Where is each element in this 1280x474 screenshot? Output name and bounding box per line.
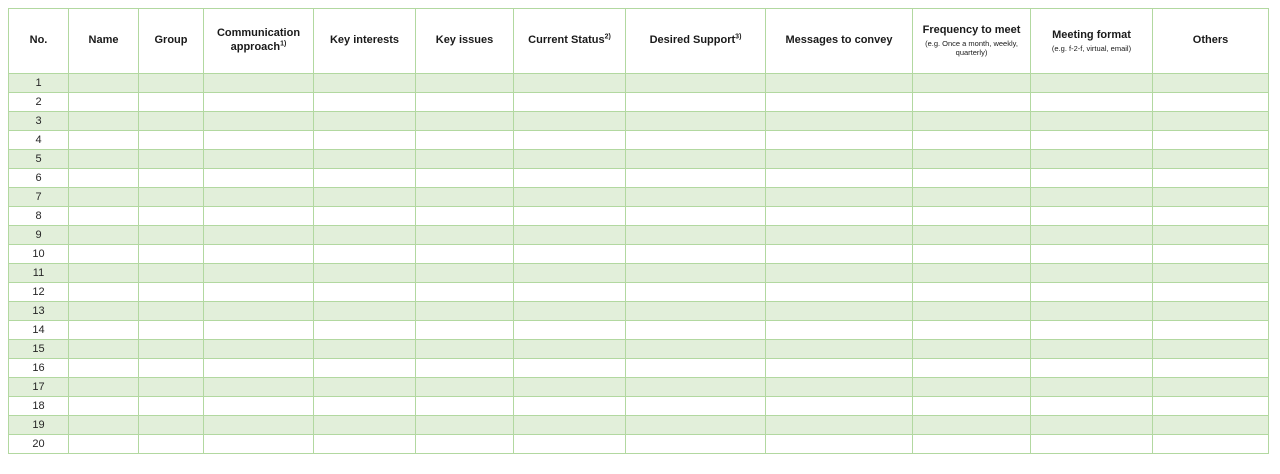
empty-cell[interactable]	[204, 340, 314, 359]
empty-cell[interactable]	[139, 378, 204, 397]
empty-cell[interactable]	[204, 359, 314, 378]
empty-cell[interactable]	[1153, 226, 1269, 245]
empty-cell[interactable]	[514, 245, 626, 264]
table-row	[9, 131, 1269, 150]
table-row	[9, 435, 1269, 454]
empty-cell[interactable]	[514, 131, 626, 150]
empty-cell[interactable]	[626, 93, 766, 112]
empty-cell[interactable]	[1031, 378, 1153, 397]
col-header-others	[1153, 9, 1269, 74]
empty-cell[interactable]	[1031, 245, 1153, 264]
empty-cell[interactable]	[1031, 435, 1153, 454]
empty-cell[interactable]	[514, 188, 626, 207]
empty-cell[interactable]	[913, 302, 1031, 321]
empty-cell[interactable]	[626, 378, 766, 397]
table-row	[9, 302, 1269, 321]
empty-cell[interactable]	[69, 283, 139, 302]
empty-cell[interactable]	[913, 226, 1031, 245]
empty-cell[interactable]	[1153, 131, 1269, 150]
empty-cell[interactable]	[416, 207, 514, 226]
empty-cell[interactable]	[416, 359, 514, 378]
empty-cell[interactable]	[1153, 188, 1269, 207]
empty-cell[interactable]	[626, 321, 766, 340]
table-row	[9, 112, 1269, 131]
col-header-label: Current Status	[528, 34, 605, 47]
empty-cell[interactable]	[139, 207, 204, 226]
empty-cell[interactable]	[766, 131, 913, 150]
empty-cell[interactable]	[314, 226, 416, 245]
empty-cell[interactable]	[1031, 188, 1153, 207]
empty-cell[interactable]	[139, 416, 204, 435]
empty-cell[interactable]	[416, 93, 514, 112]
col-header-label: Desired Support	[649, 34, 736, 47]
empty-cell[interactable]	[1031, 264, 1153, 283]
empty-cell[interactable]	[766, 207, 913, 226]
row-number-cell[interactable]: 3	[9, 112, 69, 131]
table-row	[9, 264, 1269, 283]
empty-cell[interactable]	[416, 226, 514, 245]
col-header-label: Meeting format	[1052, 28, 1131, 41]
empty-cell[interactable]	[626, 397, 766, 416]
empty-cell[interactable]	[913, 283, 1031, 302]
empty-cell[interactable]	[139, 321, 204, 340]
empty-cell[interactable]	[1153, 397, 1269, 416]
col-header-desired-support	[626, 9, 766, 74]
empty-cell[interactable]	[913, 74, 1031, 93]
empty-cell[interactable]	[913, 150, 1031, 169]
empty-cell[interactable]	[69, 112, 139, 131]
empty-cell[interactable]	[69, 226, 139, 245]
empty-cell[interactable]	[204, 264, 314, 283]
empty-cell[interactable]	[514, 283, 626, 302]
col-header-note: (e.g. f-2-f, virtual, email)	[1051, 43, 1132, 53]
empty-cell[interactable]	[626, 169, 766, 188]
empty-cell[interactable]	[204, 150, 314, 169]
empty-cell[interactable]	[314, 93, 416, 112]
col-header-meeting-format	[1031, 9, 1153, 74]
empty-cell[interactable]	[139, 188, 204, 207]
table-row	[9, 416, 1269, 435]
empty-cell[interactable]	[1031, 131, 1153, 150]
empty-cell[interactable]	[514, 340, 626, 359]
empty-cell[interactable]	[416, 378, 514, 397]
empty-cell[interactable]	[69, 131, 139, 150]
empty-cell[interactable]	[204, 74, 314, 93]
empty-cell[interactable]	[69, 74, 139, 93]
empty-cell[interactable]	[626, 207, 766, 226]
empty-cell[interactable]	[416, 321, 514, 340]
col-header-no	[9, 9, 69, 74]
empty-cell[interactable]	[1031, 93, 1153, 112]
empty-cell[interactable]	[766, 378, 913, 397]
empty-cell[interactable]	[626, 226, 766, 245]
table-row	[9, 93, 1269, 112]
table-row	[9, 321, 1269, 340]
row-number-cell[interactable]: 13	[9, 302, 69, 321]
empty-cell[interactable]	[204, 207, 314, 226]
empty-cell[interactable]	[204, 435, 314, 454]
empty-cell[interactable]	[69, 340, 139, 359]
row-number-cell[interactable]: 14	[9, 321, 69, 340]
empty-cell[interactable]	[204, 188, 314, 207]
empty-cell[interactable]	[913, 435, 1031, 454]
empty-cell[interactable]	[314, 378, 416, 397]
empty-cell[interactable]	[314, 397, 416, 416]
empty-cell[interactable]	[514, 359, 626, 378]
empty-cell[interactable]	[913, 169, 1031, 188]
empty-cell[interactable]	[1153, 416, 1269, 435]
empty-cell[interactable]	[1031, 169, 1153, 188]
empty-cell[interactable]	[766, 340, 913, 359]
empty-cell[interactable]	[314, 188, 416, 207]
col-header-communication-approach	[204, 9, 314, 74]
empty-cell[interactable]	[204, 321, 314, 340]
empty-cell[interactable]	[314, 416, 416, 435]
empty-cell[interactable]	[1031, 207, 1153, 226]
empty-cell[interactable]	[766, 359, 913, 378]
empty-cell[interactable]	[416, 397, 514, 416]
empty-cell[interactable]	[1153, 169, 1269, 188]
empty-cell[interactable]	[69, 435, 139, 454]
col-header-label: Frequency to meet	[922, 23, 1021, 36]
row-number-cell[interactable]: 8	[9, 207, 69, 226]
empty-cell[interactable]	[1153, 207, 1269, 226]
empty-cell[interactable]	[766, 226, 913, 245]
empty-cell[interactable]	[514, 207, 626, 226]
table-row	[9, 283, 1269, 302]
footnote-marker: 3)	[735, 33, 742, 41]
empty-cell[interactable]	[416, 283, 514, 302]
empty-cell[interactable]	[139, 397, 204, 416]
empty-cell[interactable]	[514, 226, 626, 245]
empty-cell[interactable]	[766, 188, 913, 207]
empty-cell[interactable]	[69, 397, 139, 416]
empty-cell[interactable]	[766, 435, 913, 454]
empty-cell[interactable]	[766, 321, 913, 340]
table-row	[9, 226, 1269, 245]
empty-cell[interactable]	[139, 131, 204, 150]
empty-cell[interactable]	[1031, 340, 1153, 359]
row-number-cell[interactable]: 12	[9, 283, 69, 302]
empty-cell[interactable]	[139, 150, 204, 169]
col-header-current-status	[514, 9, 626, 74]
empty-cell[interactable]	[626, 264, 766, 283]
empty-cell[interactable]	[1031, 112, 1153, 131]
empty-cell[interactable]	[1153, 283, 1269, 302]
col-header-label: Communication approach	[216, 27, 301, 53]
empty-cell[interactable]	[314, 112, 416, 131]
empty-cell[interactable]	[766, 169, 913, 188]
col-header-key-interests	[314, 9, 416, 74]
table-row	[9, 378, 1269, 397]
empty-cell[interactable]	[626, 245, 766, 264]
table-row	[9, 150, 1269, 169]
row-number-cell[interactable]: 2	[9, 93, 69, 112]
empty-cell[interactable]	[416, 245, 514, 264]
col-header-label: Key interests	[329, 34, 400, 47]
empty-cell[interactable]	[514, 378, 626, 397]
empty-cell[interactable]	[139, 169, 204, 188]
empty-cell[interactable]	[204, 93, 314, 112]
empty-cell[interactable]	[314, 207, 416, 226]
col-header-note: (e.g. Once a month, weekly, quarterly)	[925, 38, 1018, 58]
empty-cell[interactable]	[139, 302, 204, 321]
table-row	[9, 340, 1269, 359]
empty-cell[interactable]	[314, 245, 416, 264]
empty-cell[interactable]	[314, 359, 416, 378]
empty-cell[interactable]	[139, 245, 204, 264]
empty-cell[interactable]	[139, 226, 204, 245]
col-header-label: Messages to convey	[785, 34, 893, 47]
empty-cell[interactable]	[913, 131, 1031, 150]
empty-cell[interactable]	[314, 264, 416, 283]
empty-cell[interactable]	[139, 112, 204, 131]
empty-cell[interactable]	[204, 131, 314, 150]
table-row	[9, 74, 1269, 93]
empty-cell[interactable]	[913, 188, 1031, 207]
empty-cell[interactable]	[626, 131, 766, 150]
empty-cell[interactable]	[69, 188, 139, 207]
empty-cell[interactable]	[1031, 416, 1153, 435]
empty-cell[interactable]	[626, 340, 766, 359]
empty-cell[interactable]	[204, 169, 314, 188]
empty-cell[interactable]	[69, 150, 139, 169]
empty-cell[interactable]	[514, 264, 626, 283]
empty-cell[interactable]	[416, 74, 514, 93]
empty-cell[interactable]	[626, 416, 766, 435]
empty-cell[interactable]	[139, 359, 204, 378]
empty-cell[interactable]	[766, 112, 913, 131]
col-header-group	[139, 9, 204, 74]
empty-cell[interactable]	[913, 112, 1031, 131]
empty-cell[interactable]	[766, 397, 913, 416]
row-number-cell[interactable]: 18	[9, 397, 69, 416]
empty-cell[interactable]	[1031, 302, 1153, 321]
empty-cell[interactable]	[1153, 378, 1269, 397]
col-header-name	[69, 9, 139, 74]
empty-cell[interactable]	[1153, 321, 1269, 340]
empty-cell[interactable]	[204, 416, 314, 435]
empty-cell[interactable]	[204, 112, 314, 131]
empty-cell[interactable]	[139, 340, 204, 359]
row-number-cell[interactable]: 9	[9, 226, 69, 245]
empty-cell[interactable]	[69, 378, 139, 397]
empty-cell[interactable]	[204, 302, 314, 321]
empty-cell[interactable]	[913, 378, 1031, 397]
row-number-cell[interactable]: 5	[9, 150, 69, 169]
col-header-messages-to-convey	[766, 9, 913, 74]
empty-cell[interactable]	[139, 435, 204, 454]
empty-cell[interactable]	[1031, 321, 1153, 340]
empty-cell[interactable]	[626, 112, 766, 131]
col-header-label: Key issues	[435, 34, 494, 47]
empty-cell[interactable]	[1153, 340, 1269, 359]
empty-cell[interactable]	[913, 397, 1031, 416]
empty-cell[interactable]	[913, 207, 1031, 226]
empty-cell[interactable]	[69, 359, 139, 378]
empty-cell[interactable]	[69, 321, 139, 340]
empty-cell[interactable]	[913, 359, 1031, 378]
row-number-cell[interactable]: 7	[9, 188, 69, 207]
empty-cell[interactable]	[139, 264, 204, 283]
stakeholder-plan-table	[8, 8, 1269, 454]
empty-cell[interactable]	[69, 264, 139, 283]
empty-cell[interactable]	[766, 74, 913, 93]
empty-cell[interactable]	[514, 416, 626, 435]
row-number-cell[interactable]: 10	[9, 245, 69, 264]
empty-cell[interactable]	[1153, 245, 1269, 264]
empty-cell[interactable]	[416, 112, 514, 131]
empty-cell[interactable]	[1153, 112, 1269, 131]
empty-cell[interactable]	[416, 416, 514, 435]
col-header-key-issues	[416, 9, 514, 74]
empty-cell[interactable]	[1153, 74, 1269, 93]
empty-cell[interactable]	[1031, 226, 1153, 245]
empty-cell[interactable]	[766, 416, 913, 435]
col-header-label: Others	[1192, 34, 1229, 47]
empty-cell[interactable]	[314, 169, 416, 188]
empty-cell[interactable]	[913, 93, 1031, 112]
empty-cell[interactable]	[314, 340, 416, 359]
empty-cell[interactable]	[514, 302, 626, 321]
empty-cell[interactable]	[1153, 302, 1269, 321]
row-number-cell[interactable]: 16	[9, 359, 69, 378]
empty-cell[interactable]	[626, 359, 766, 378]
empty-cell[interactable]	[416, 150, 514, 169]
row-number-cell[interactable]: 11	[9, 264, 69, 283]
empty-cell[interactable]	[1031, 397, 1153, 416]
empty-cell[interactable]	[626, 302, 766, 321]
empty-cell[interactable]	[514, 74, 626, 93]
empty-cell[interactable]	[514, 93, 626, 112]
empty-cell[interactable]	[416, 264, 514, 283]
empty-cell[interactable]	[69, 416, 139, 435]
empty-cell[interactable]	[913, 340, 1031, 359]
table-row	[9, 188, 1269, 207]
empty-cell[interactable]	[139, 283, 204, 302]
empty-cell[interactable]	[1031, 359, 1153, 378]
empty-cell[interactable]	[69, 245, 139, 264]
row-number-cell[interactable]: 1	[9, 74, 69, 93]
col-header-label: No.	[29, 34, 48, 47]
empty-cell[interactable]	[626, 435, 766, 454]
empty-cell[interactable]	[626, 150, 766, 169]
empty-cell[interactable]	[766, 93, 913, 112]
empty-cell[interactable]	[69, 169, 139, 188]
empty-cell[interactable]	[416, 169, 514, 188]
empty-cell[interactable]	[204, 283, 314, 302]
empty-cell[interactable]	[626, 188, 766, 207]
table-row	[9, 245, 1269, 264]
empty-cell[interactable]	[1153, 150, 1269, 169]
row-number-cell[interactable]: 15	[9, 340, 69, 359]
table-row	[9, 359, 1269, 378]
empty-cell[interactable]	[1153, 359, 1269, 378]
empty-cell[interactable]	[514, 112, 626, 131]
empty-cell[interactable]	[139, 74, 204, 93]
empty-cell[interactable]	[766, 302, 913, 321]
empty-cell[interactable]	[416, 131, 514, 150]
table-row	[9, 169, 1269, 188]
empty-cell[interactable]	[204, 397, 314, 416]
table-row	[9, 207, 1269, 226]
empty-cell[interactable]	[204, 245, 314, 264]
col-header-label: Group	[154, 34, 188, 47]
empty-cell[interactable]	[514, 169, 626, 188]
empty-cell[interactable]	[69, 207, 139, 226]
col-header-frequency-to-meet	[913, 9, 1031, 74]
row-number-cell[interactable]: 19	[9, 416, 69, 435]
empty-cell[interactable]	[314, 150, 416, 169]
empty-cell[interactable]	[913, 264, 1031, 283]
row-number-cell[interactable]: 20	[9, 435, 69, 454]
empty-cell[interactable]	[913, 416, 1031, 435]
empty-cell[interactable]	[514, 397, 626, 416]
empty-cell[interactable]	[1153, 264, 1269, 283]
empty-cell[interactable]	[514, 435, 626, 454]
empty-cell[interactable]	[766, 245, 913, 264]
empty-cell[interactable]	[204, 226, 314, 245]
empty-cell[interactable]	[1031, 283, 1153, 302]
empty-cell[interactable]	[1031, 150, 1153, 169]
col-header-label: Name	[88, 34, 119, 47]
empty-cell[interactable]	[69, 302, 139, 321]
empty-cell[interactable]	[1153, 435, 1269, 454]
empty-cell[interactable]	[766, 283, 913, 302]
empty-cell[interactable]	[1031, 74, 1153, 93]
empty-cell[interactable]	[314, 131, 416, 150]
empty-cell[interactable]	[913, 245, 1031, 264]
footnote-marker: 2)	[604, 33, 611, 41]
empty-cell[interactable]	[314, 302, 416, 321]
empty-cell[interactable]	[416, 340, 514, 359]
empty-cell[interactable]	[416, 302, 514, 321]
empty-cell[interactable]	[766, 264, 913, 283]
header-row	[9, 9, 1269, 74]
row-number-cell[interactable]: 4	[9, 131, 69, 150]
empty-cell[interactable]	[314, 283, 416, 302]
empty-cell[interactable]	[139, 93, 204, 112]
empty-cell[interactable]	[314, 435, 416, 454]
empty-cell[interactable]	[913, 321, 1031, 340]
empty-cell[interactable]	[514, 321, 626, 340]
empty-cell[interactable]	[69, 93, 139, 112]
empty-cell[interactable]	[1153, 93, 1269, 112]
empty-cell[interactable]	[416, 435, 514, 454]
table-row	[9, 397, 1269, 416]
empty-cell[interactable]	[626, 74, 766, 93]
footnote-marker: 1)	[280, 40, 287, 48]
empty-cell[interactable]	[314, 321, 416, 340]
empty-cell[interactable]	[766, 150, 913, 169]
empty-cell[interactable]	[204, 378, 314, 397]
empty-cell[interactable]	[514, 150, 626, 169]
row-number-cell[interactable]: 6	[9, 169, 69, 188]
empty-cell[interactable]	[416, 188, 514, 207]
empty-cell[interactable]	[626, 283, 766, 302]
empty-cell[interactable]	[314, 74, 416, 93]
row-number-cell[interactable]: 17	[9, 378, 69, 397]
